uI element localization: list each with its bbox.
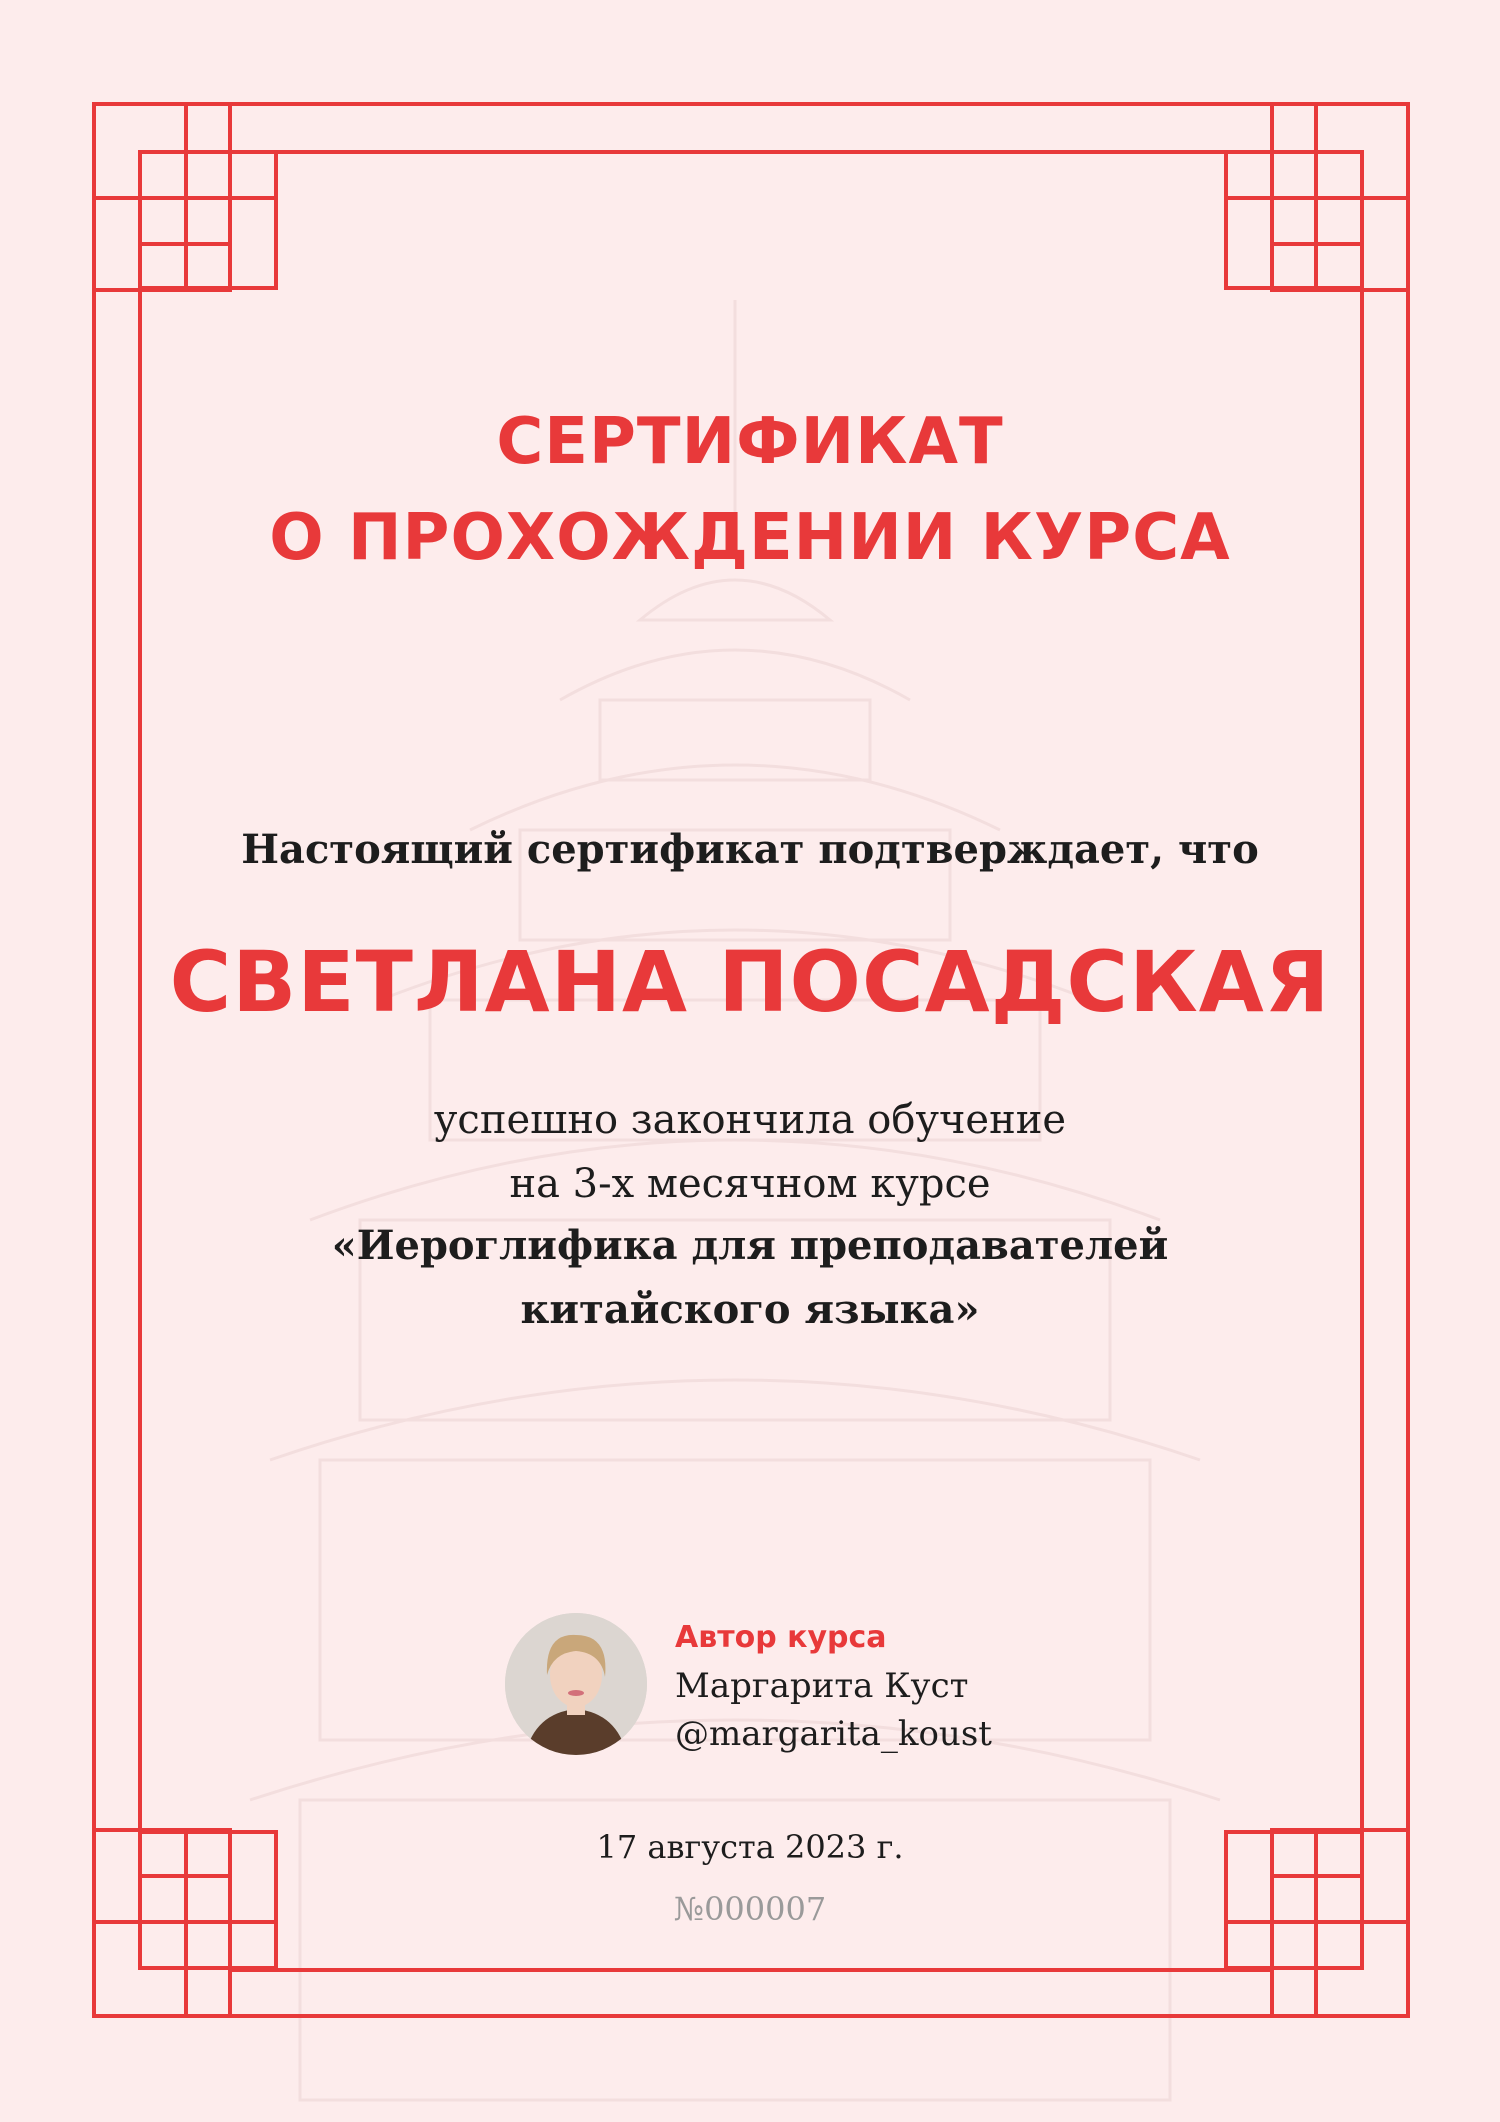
corner-ornament-top-left bbox=[94, 104, 276, 290]
author-handle: @margarita_koust bbox=[675, 1714, 992, 1754]
author-photo-icon bbox=[505, 1613, 647, 1755]
author-avatar bbox=[505, 1613, 647, 1755]
course-title-line-1: «Иероглифика для преподавателей bbox=[331, 1222, 1169, 1269]
author-name: Маргарита Куст bbox=[675, 1666, 969, 1706]
completion-text: успешно закончила обучение bbox=[433, 1097, 1067, 1143]
author-label: Автор курса bbox=[675, 1620, 887, 1655]
certificate-subtitle: О ПРОХОЖДЕНИИ КУРСА bbox=[269, 501, 1231, 575]
course-duration-text: на 3-х месячном курсе bbox=[509, 1161, 991, 1207]
recipient-name: СВЕТЛАНА ПОСАДСКАЯ bbox=[169, 933, 1331, 1031]
issue-date: 17 августа 2023 г. bbox=[596, 1828, 904, 1866]
intro-text: Настоящий сертификат подтверждает, что bbox=[241, 826, 1259, 873]
certificate-title: СЕРТИФИКАТ bbox=[496, 405, 1004, 479]
course-title-line-2: китайского языка» bbox=[520, 1286, 980, 1333]
certificate-number: №000007 bbox=[673, 1890, 827, 1928]
